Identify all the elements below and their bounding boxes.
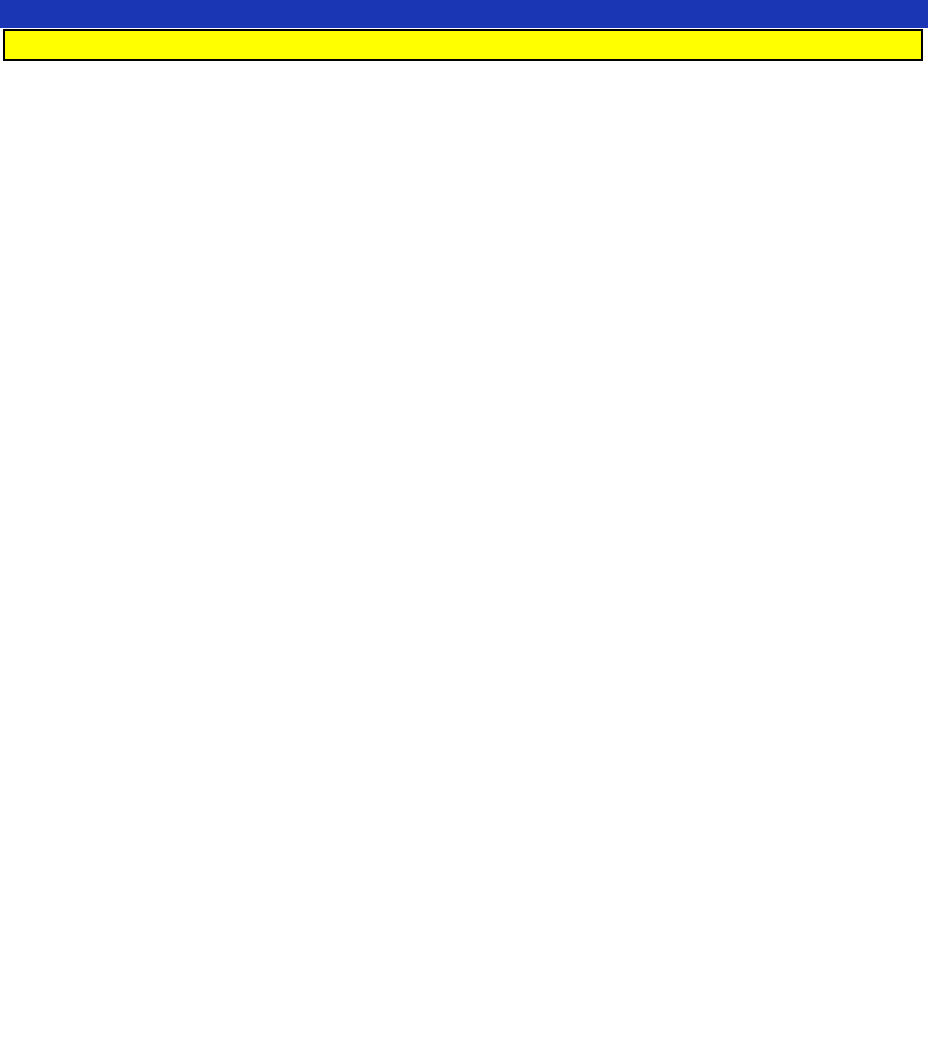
table-header: [0, 0, 928, 28]
header-date: [0, 0, 126, 28]
header-qualification: [560, 0, 928, 28]
festival-banner: [3, 29, 923, 61]
header-fee: [379, 0, 455, 28]
header-event: [126, 0, 379, 28]
header-method: [455, 0, 560, 28]
